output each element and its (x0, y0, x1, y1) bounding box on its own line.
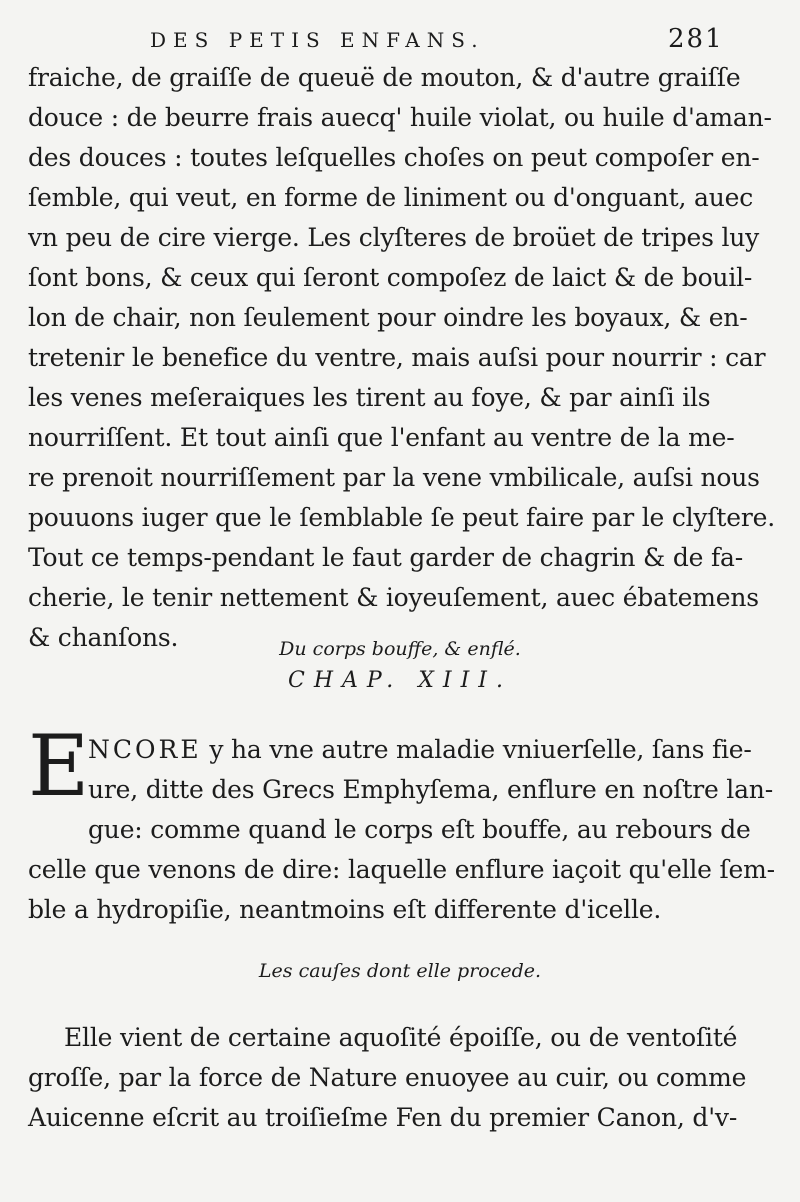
text-line: ſont bons, & ceux qui ſeront compoſez de laict & de bouil- (28, 263, 753, 292)
text-line: Auicenne eſcrit au troiſieſme Fen du premier Canon, d'v- (28, 1103, 738, 1132)
chapter-label: CHAP. XIII. (288, 668, 512, 693)
drop-cap: E (28, 717, 90, 815)
text-line: les venes meſeraiques les tirent au foye, & par ainſi ils (28, 383, 711, 412)
page-number: 281 (668, 24, 724, 54)
text-line: & chanſons. (28, 623, 179, 652)
text-line: ble a hydropiſie, neantmoins eſt differente d'icelle. (28, 895, 662, 924)
text-line (88, 730, 752, 770)
section-title: Du corps bouffe, & enflé. (279, 638, 521, 660)
subsection-title: Les cauſes dont elle procede. (258, 960, 542, 982)
text-line: cherie, le tenir nettement & ioyeuſement, auec ébatemens (28, 583, 759, 612)
text-line: celle que venons de dire: laquelle enflure iaçoit qu'elle ſem- (28, 855, 775, 884)
running-head: DES PETIS ENFANS. (150, 28, 485, 52)
text-line: des douces : toutes leſquelles choſes on peut compoſer en- (28, 143, 760, 172)
text-line: groſſe, par la force de Nature enuoyee au cuir, ou comme (28, 1063, 747, 1092)
text-line: Tout ce temps-pendant le faut garder de chagrin & de fa- (28, 543, 743, 572)
text-line: ſemble, qui veut, en forme de liniment ou d'onguant, auec (28, 183, 754, 212)
text-line-rest: y ha vne autre maladie vniuerſelle, ſans fie- (201, 735, 752, 764)
text-line: fraiche, de graiſſe de queuë de mouton, & d'autre graiſſe (28, 63, 741, 92)
text-line: pouuons iuger que le ſemblable ſe peut faire par le clyſtere. (28, 503, 775, 532)
first-word-rest: NCORE (88, 735, 202, 764)
text-line: Elle vient de certaine aquoſité époiſſe, ou de ventoſité (64, 1023, 738, 1052)
text-line: gue: comme quand le corps eſt bouffe, au rebours de (88, 815, 751, 844)
text-line: nourriſſent. Et tout ainſi que l'enfant au ventre de la me- (28, 423, 735, 452)
text-line: tretenir le benefice du ventre, mais auſsi pour nourrir : car (28, 343, 766, 372)
text-line: ure, ditte des Grecs Emphyſema, enflure en noſtre lan- (88, 775, 773, 804)
text-line: lon de chair, non ſeulement pour oindre les boyaux, & en- (28, 303, 748, 332)
text-line: douce : de beurre frais auecq' huile violat, ou huile d'aman- (28, 103, 772, 132)
text-line: vn peu de cire vierge. Les clyſteres de broüet de tripes luy (28, 223, 760, 252)
text-line: re prenoit nourriſſement par la vene vmbilicale, auſsi nous (28, 463, 760, 492)
page-header (0, 22, 800, 58)
